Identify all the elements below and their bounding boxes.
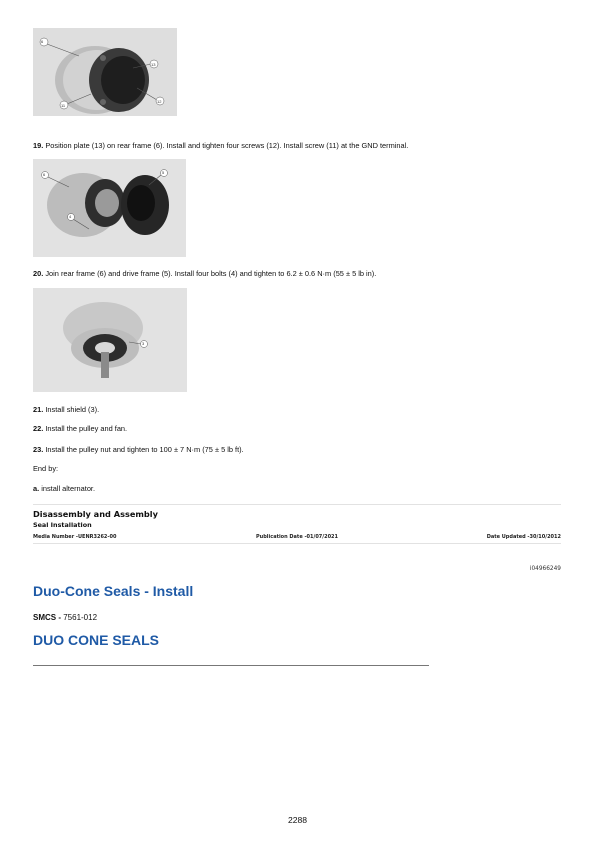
heading-rule [33,665,429,666]
section-divider [33,504,561,505]
callout-6: 6 [41,39,44,44]
figure-20-photo [33,159,186,257]
figure-21-photo [33,288,187,392]
callout-3: 3 [142,341,145,346]
page-number: 2288 [287,815,308,825]
document-id: i04966249 [529,566,561,572]
end-by-step-a: a. install alternator. [33,484,96,493]
callout-4: 4 [69,214,72,219]
end-by-label: End by: [33,464,59,473]
date-updated: Date Updated -30/10/2012 [486,534,561,540]
figure-19-photo [33,28,177,116]
callout-11: 11 [61,103,66,108]
callout-6: 6 [43,172,46,177]
publication-date: Publication Date -01/07/2021 [256,534,339,540]
media-number: Media Number -UENR3262-00 [33,534,117,540]
step-22: 22. Install the pulley and fan. [33,424,128,433]
callout-13: 13 [151,62,156,67]
section-title: Disassembly and Assembly [33,509,158,519]
step-20: 20. Join rear frame (6) and drive frame (5). Install four bolts (4) and tighten to 6.2 ± 0.6 N·m (55 ± 5 lb in). [33,269,377,278]
section-subtitle: Seal Installation [33,521,92,529]
smcs-code: SMCS - 7561-012 [33,613,98,622]
section-heading: DUO CONE SEALS [33,632,160,648]
meta-divider [33,543,561,544]
callout-12: 12 [157,99,162,104]
step-19: 19. Position plate (13) on rear frame (6). Install and tighten four screws (12). Install screw (11) at the GND terminal. [33,141,409,150]
page-title: Duo-Cone Seals - Install [33,583,194,599]
step-23: 23. Install the pulley nut and tighten to 100 ± 7 N·m (75 ± 5 lb ft). [33,445,244,454]
step-21: 21. Install shield (3). [33,405,100,414]
callout-5: 5 [162,170,165,175]
